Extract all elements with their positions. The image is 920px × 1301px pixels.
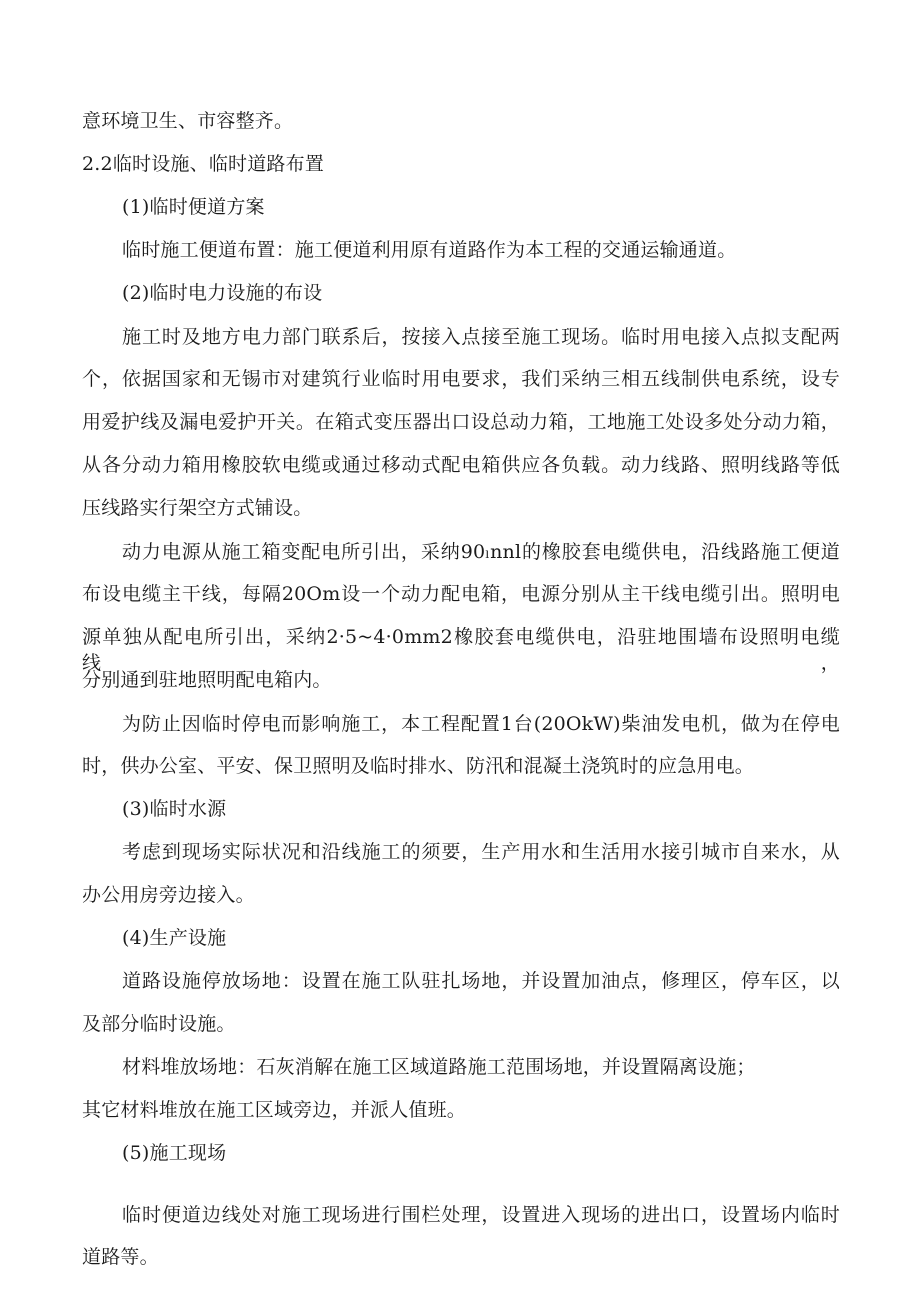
paragraph-line: 临时便道边线处对施工现场进行围栏处理，设置进入现场的进出口，设置场内临时 [122, 1204, 840, 1226]
paragraph-line: 时，供办公室、平安、保卫照明及临时排水、防汛和混凝土浇筑时的应急用电。 [82, 755, 755, 777]
paragraph-line: 意环境卫生、市容整齐。 [82, 110, 294, 132]
paragraph-line: 布设电缆主干线，每隔20Om设一个动力配电箱，电源分别从主干线电缆引出。照明电 [82, 583, 840, 605]
paragraph-line: 为防止因临时停电而影响施工，本工程配置1台(20OkW)柴油发电机，做为在停电 [122, 713, 840, 735]
subsection-heading: (3)临时水源 [122, 798, 227, 820]
paragraph-line: 分别通到驻地照明配电箱内。 [82, 669, 332, 691]
paragraph-line: 道路设施停放场地：设置在施工队驻扎场地，并设置加油点，修理区，停车区，以 [122, 970, 840, 992]
paragraph-line: 其它材料堆放在施工区域旁边，并派人值班。 [82, 1099, 467, 1121]
paragraph-line: 施工时及地方电力部门联系后，按接入点接至施工现场。临时用电接入点拟支配两 [122, 326, 840, 348]
paragraph-line: 考虑到现场实际状况和沿线施工的须要，生产用水和生活用水接引城市自来水，从 [122, 841, 840, 863]
paragraph-line: 动力电源从施工箱变配电所引出，采纳90ₗnnl的橡胶套电缆供电，沿线路施工便道 [122, 541, 840, 563]
section-heading: 2.2临时设施、临时道路布置 [82, 153, 325, 175]
subsection-heading: (4)生产设施 [122, 927, 227, 949]
subsection-heading: (1)临时便道方案 [122, 196, 265, 218]
paragraph-line: 临时施工便道布置：施工便道利用原有道路作为本工程的交通运输通道。 [122, 239, 737, 261]
paragraph-line: 源单独从配电所引出，采纳2·5~4·0mm2橡胶套电缆供电，沿驻地围墙布设照明电缆线， [82, 626, 840, 674]
paragraph-line: 办公用房旁边接入。 [82, 884, 255, 906]
paragraph-line: 道路等。 [82, 1246, 159, 1268]
subsection-heading: (5)施工现场 [122, 1142, 227, 1164]
paragraph-line: 及部分临时设施。 [82, 1013, 236, 1035]
subsection-heading: (2)临时电力设施的布设 [122, 282, 323, 304]
paragraph-line: 压线路实行架空方式铺设。 [82, 497, 313, 519]
paragraph-line: 材料堆放场地：石灰消解在施工区域道路施工范围场地，并设置隔离设施； [122, 1056, 756, 1078]
paragraph-line: 个，依据国家和无锡市对建筑行业临时用电要求，我们采纳三相五线制供电系统，设专 [82, 368, 840, 390]
paragraph-line: 从各分动力箱用橡胶软电缆或通过移动式配电箱供应各负载。动力线路、照明线路等低 [82, 454, 840, 476]
paragraph-line: 用爱护线及漏电爱护开关。在箱式变压器出口设总动力箱，工地施工处设多处分动力箱， [82, 411, 840, 433]
